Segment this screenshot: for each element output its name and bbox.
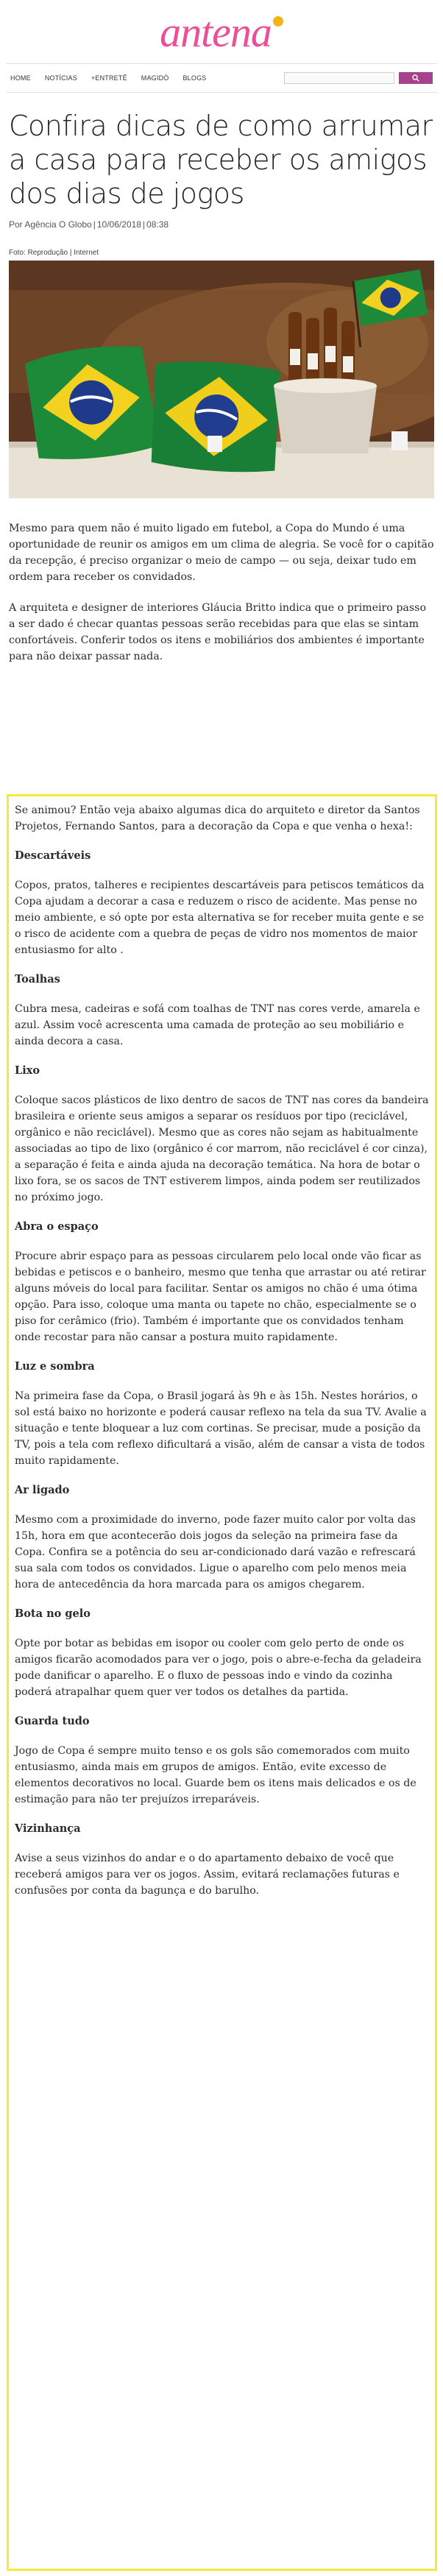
section-text-vizinhanca: Avise a seus vizinhos do andar e o do apartamento debaixo de você que receberá amigos para ver os jogos. Assim, evitará reclamações futuras e confusões por conta da bagunça e do barulho. [15,1853,400,1897]
site-header [0,0,443,93]
article-photo [9,261,434,498]
section-text-toalhas: Cubra mesa, cadeiras e sofá com toalhas de TNT nas cores verde, amarela e azul. Assim você acrescenta uma camada de proteção ao seu mobiliário e ainda decora a casa. [15,1003,420,1047]
section-heading-guarda-tudo: Guarda tudo [15,1715,90,1727]
search-button[interactable] [399,72,433,84]
photo-illustration [9,261,434,498]
section-heading-ar-ligado: Ar ligado [15,1484,70,1496]
article-title: Confira dicas de como arrumar a casa para receber os amigos dos dias de jogos [9,110,433,210]
section-text-abra-o-espaco: Procure abrir espaço para as pessoas circularem pelo local onde vão ficar as bebidas e petiscos e o banheiro, mesmo que tenha que arrastar ou até retirar alguns móveis do local para facilitar. Sentar os amigos no chão é uma ótima opção. Para isso, coloque uma manta ou tapete no chão, especialmente se o piso for cerâmico (frio). Também é importante que os convidados tenham onde recostar para não cansar a postura muito rapidamente. [15,1250,426,1343]
photo-credit: Foto: Reprodução | Internet [9,249,99,257]
search-input[interactable] [284,72,394,84]
nav-item-magido[interactable]: MAGIDÓ [141,74,169,82]
section-text-bota-no-gelo: Opte por botar as bebidas em isopor ou cooler com gelo perto de onde os amigos ficarão acomodados para ver o jogo, pois o abre-e-fecha da geladeira pode danificar o aparelho. E o fluxo de pessoas indo e vindo da cozinha poderá atrapalhar quem quer ver todos os detalhes da partida. [15,1638,422,1698]
main-nav [6,63,437,93]
logo-dot-icon [273,16,283,26]
section-heading-toalhas: Toalhas [15,973,60,986]
article-intro [0,498,443,665]
section-text-lixo: Coloque sacos plásticos de lixo dentro de sacos de TNT nas cores da bandeira brasileira e oriente seus amigos a separar os resíduos por tipo (reciclável, orgânico e não reciclável). Mesmo que as cores não sejam as habitualmente associadas ao tipo de lixo (orgânico é cor marrom, não reciclável é cor cinza), a separação é feita e ainda ajuda na decoração temática. Na hora de botar o lixo fora, se os sacos de TNT estiverem limpos, ainda podem ser reutilizados no próximo jogo. [15,1094,429,1203]
section-heading-abra-o-espaco: Abra o espaço [15,1220,99,1233]
byline-date: 10/06/2018 [96,219,141,230]
nav-item-noticias[interactable]: NOTÍCIAS [44,74,77,82]
article [0,93,443,1897]
section-heading-luz-e-sombra: Luz e sombra [15,1360,95,1373]
section-heading-lixo: Lixo [15,1064,40,1077]
byline-separator: | [142,219,146,230]
tips-intro: Se animou? Então veja abaixo algumas dica do arquiteto e diretor da Santos Projetos, Fernando Santos, para a decoração da Copa e que venha o hexa!: [15,804,420,832]
byline [0,210,443,230]
section-heading-descartaveis: Descartáveis [15,849,91,862]
section-heading-bota-no-gelo: Bota no gelo [15,1607,91,1620]
tips-box [7,794,437,2571]
intro-paragraph: Mesmo para quem não é muito ligado em futebol, a Copa do Mundo é uma oportunidade de reunir os amigos em um clima de alegria. Se você for o capitão da recepção, é preciso organizar o meio de campo — ou seja, deixar tudo em ordem para receber os convidados. [9,523,434,583]
nav-item-home[interactable]: HOME [10,74,31,82]
search-icon [412,74,419,82]
site-logo[interactable] [160,7,283,57]
section-text-guarda-tudo: Jogo de Copa é sempre muito tenso e os gols são comemorados com muito entusiasmo, ainda mais em grupos de amigos. Então, evite excesso de elementos decorativos no local. Guarde bem os itens mais delicados e os de estimação para não ter prejuízos irreparáveis. [15,1745,417,1805]
logo-area [0,0,443,63]
logo-text: antena [160,7,272,56]
nav-item-entrete[interactable]: +ENTRETÊ [91,74,127,82]
intro-paragraph: A arquiteta e designer de interiores Gláucia Britto indica que o primeiro passo a ser dado é checar quantas pessoas serão recebidas para que elas se sintam confortáveis. Conferir todos os itens e mobiliários dos ambientes é importante para não deixar passar nada. [9,602,426,662]
section-heading-vizinhanca: Vizinhança [15,1822,81,1835]
byline-author: Por Agência O Globo [9,219,92,230]
section-text-luz-e-sombra: Na primeira fase da Copa, o Brasil jogará às 9h e às 15h. Nestes horários, o sol está baixo no horizonte e poderá causar reflexo na tela da sua TV. Avalie a situação e tente bloquear a luz com cortinas. Se precisar, mude a posição da TV, pois a tela com reflexo dificultará a visão, além de cansar a vista de todos muito rapidamente. [15,1390,427,1467]
nav-item-blogs[interactable]: BLOGS [182,74,207,82]
byline-time: 08:38 [146,219,169,230]
section-text-descartaveis: Copos, pratos, talheres e recipientes descartáveis para petiscos temáticos da Copa ajudam a decorar a casa e reduzem o risco de acidente. Mas pense no meio ambiente, e só opte por esta alternativa se for receber muita gente e se o risco de acidente com a quebra de peças de vidro nos momentos de maior entusiasmo for alto . [15,880,425,956]
section-text-ar-ligado: Mesmo com a proximidade do inverno, pode fazer muito calor por volta das 15h, hora em que acontecerão dois jogos da seleção na primeira fase da Copa. Confira se a potência do seu ar-condicionado dará vazão e refrescará sua sala com todos os convidados. Ligue o aparelho com pelo menos meia hora de antecedência da hora marcada para os amigos chegarem. [15,1514,416,1590]
byline-separator: | [93,219,96,230]
